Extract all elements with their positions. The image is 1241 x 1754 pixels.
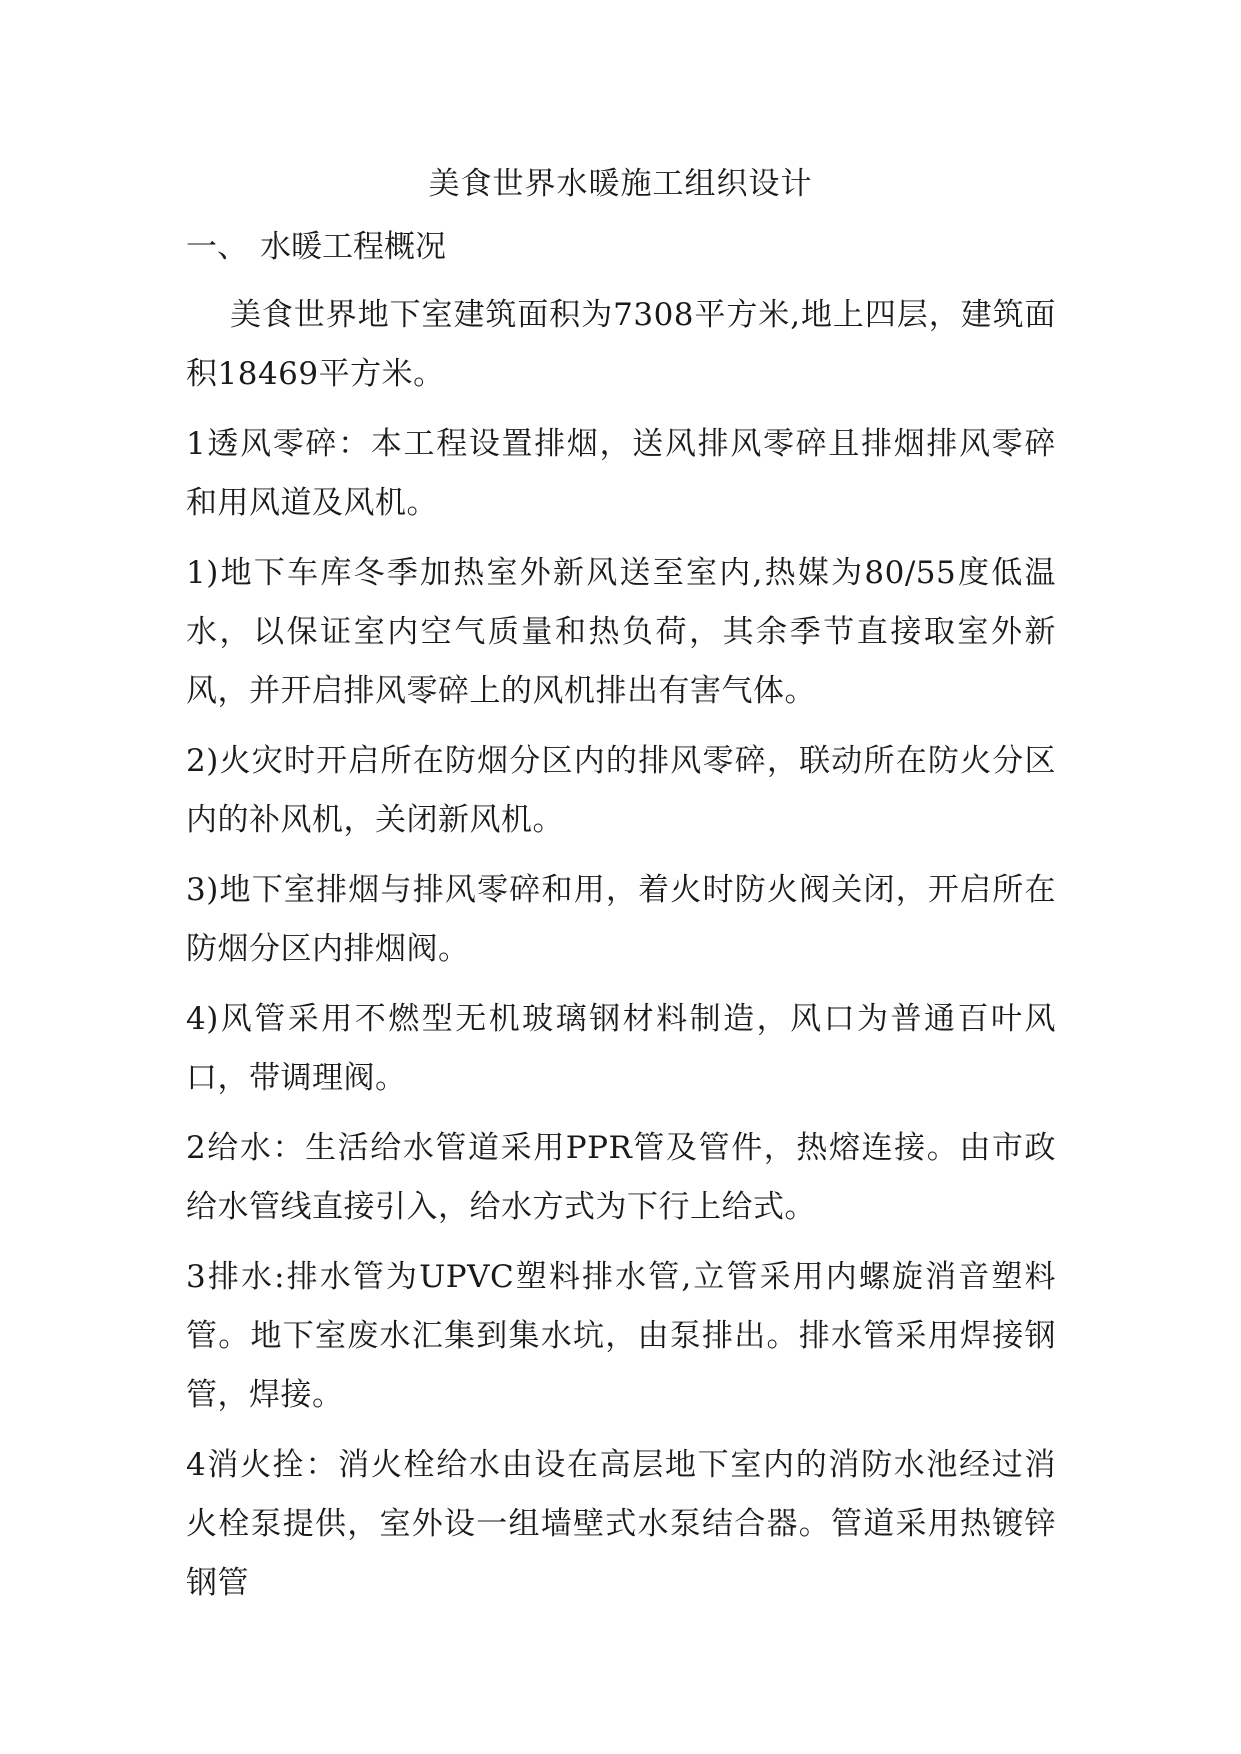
- paragraph-ventilation-item-4: 4)风管采用不燃型无机玻璃钢材料制造，风口为普通百叶风口，带调理阀。: [186, 1001, 1056, 1096]
- paragraph-fire-hydrant: 4消火拴：消火栓给水由设在高层地下室内的消防水池经过消火栓泵提供，室外设一组墙壁式水泵结合器。管道采用热镀锌钢管: [186, 1447, 1056, 1601]
- section-heading: [186, 221, 446, 273]
- section-number: 一、: [186, 229, 248, 265]
- paragraph-drainage: 3排水:排水管为UPVC塑料排水管,立管采用内螺旋消音塑料管。地下室废水汇集到集水坑，由泵排出。排水管采用焊接钢管，焊接。: [186, 1259, 1056, 1413]
- paragraph-ventilation-item-3: 3)地下室排烟与排风零碎和用，着火时防火阀关闭，开启所在防烟分区内排烟阀。: [186, 872, 1056, 967]
- document-body: [186, 286, 1056, 1624]
- paragraph-ventilation: 1透风零碎：本工程设置排烟，送风排风零碎且排烟排风零碎和用风道及风机。: [186, 426, 1056, 521]
- paragraph-overview: 美食世界地下室建筑面积为7308平方米,地上四层，建筑面积18469平方米。: [186, 297, 1056, 392]
- paragraph-ventilation-item-1: 1)地下车库冬季加热室外新风送至室内,热媒为80/55度低温水，以保证室内空气质量和热负荷，其余季节直接取室外新风，并开启排风零碎上的风机排出有害气体。: [186, 555, 1056, 709]
- section-heading-text: 水暖工程概况: [260, 229, 446, 265]
- document-title: 美食世界水暖施工组织设计: [428, 166, 813, 202]
- paragraph-ventilation-item-2: 2)火灾时开启所在防烟分区内的排风零碎，联动所在防火分区内的补风机，关闭新风机。: [186, 743, 1056, 838]
- paragraph-water-supply: 2给水：生活给水管道采用PPR管及管件，热熔连接。由市政给水管线直接引入，给水方式为下行上给式。: [186, 1130, 1056, 1225]
